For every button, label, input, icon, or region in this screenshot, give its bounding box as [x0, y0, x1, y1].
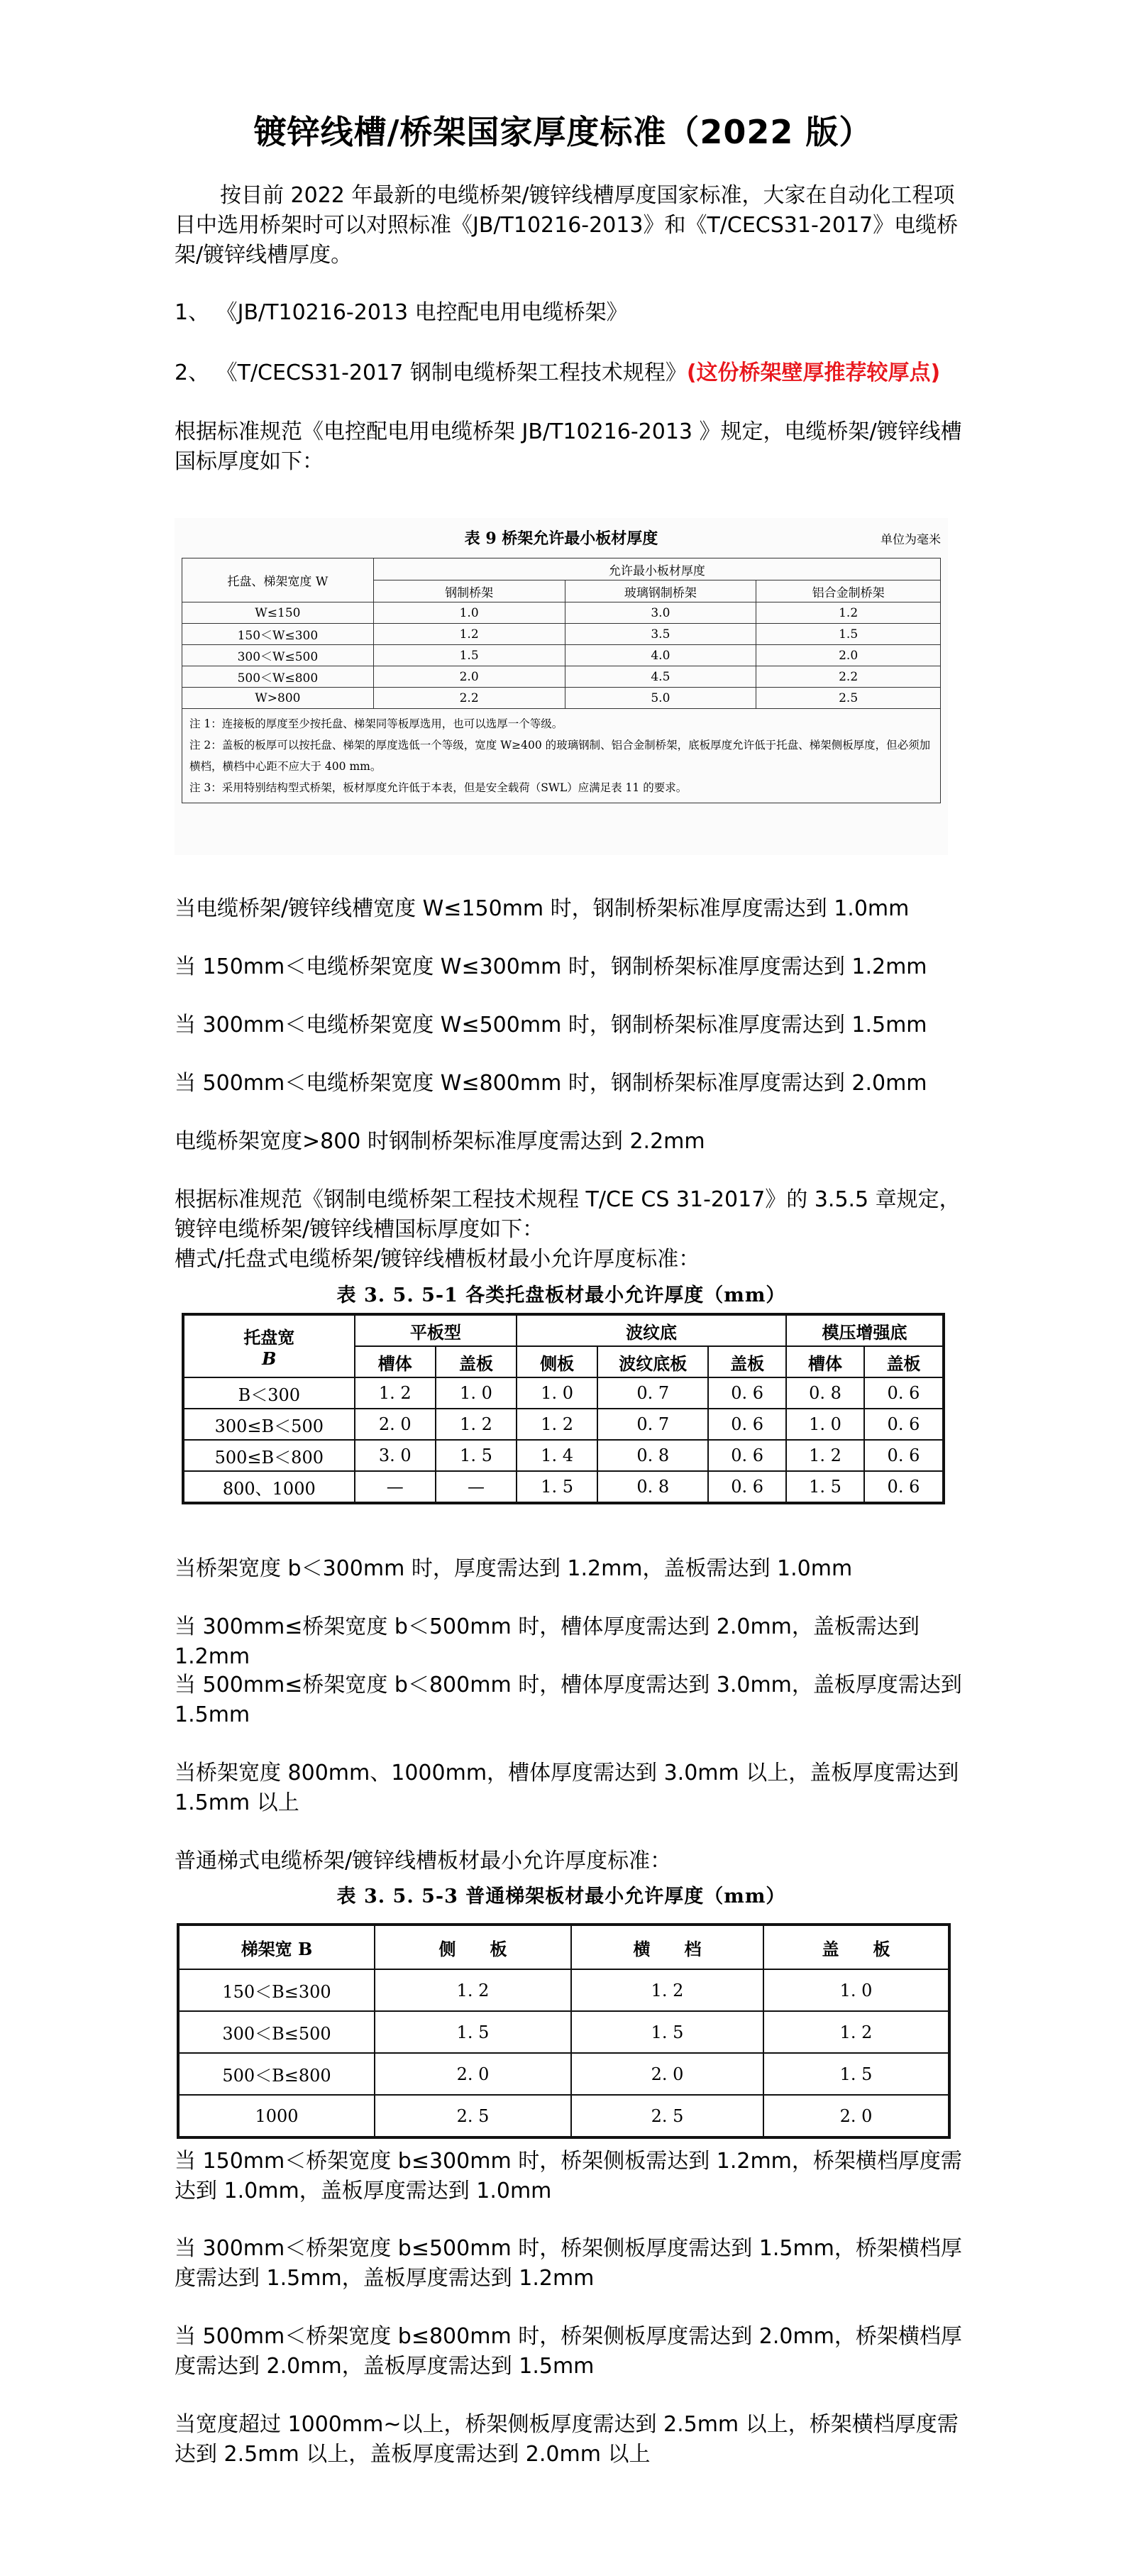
table-9-header-frp: 玻璃钢制桥架: [565, 580, 756, 602]
rule-line: 当 500mm＜桥架宽度 b≤800mm 时，桥架侧板厚度需达到 2.0mm，桥架横档厚度需达到 2.0mm，盖板厚度需达到 1.5mm: [175, 2324, 962, 2379]
table-row: [183, 1440, 944, 1471]
table-cell: 1. 0: [763, 1969, 949, 2011]
table-9: [182, 558, 941, 803]
table-cell: 2.2: [373, 688, 565, 709]
table-3-header-cover: 盖 板: [763, 1925, 949, 1969]
table-cell: 1.5: [756, 624, 941, 645]
table-cell: 1. 0: [517, 1377, 597, 1409]
table-cell: 2. 0: [763, 2095, 949, 2137]
table-row: [178, 2011, 949, 2053]
table-row: [183, 1471, 944, 1503]
rule-line: 当 300mm＜桥架宽度 b≤500mm 时，桥架侧板厚度需达到 1.5mm，桥架横档厚度需达到 1.5mm，盖板厚度需达到 1.2mm: [175, 2236, 962, 2291]
table-cell: 0. 6: [864, 1440, 944, 1471]
table-cell: 1. 5: [763, 2053, 949, 2095]
standard-item-2-note: (这份桥架壁厚推荐较厚点): [686, 360, 941, 385]
rule-line: 当桥架宽度 b＜300mm 时，厚度需达到 1.2mm，盖板需达到 1.0mm: [175, 1556, 853, 1581]
table-cell: B＜300: [183, 1377, 355, 1409]
table-3-caption: 表 3. 5. 5-3 普通梯架板材最小允许厚度（mm）: [336, 1886, 786, 1908]
table-row: [178, 2053, 949, 2095]
rule-line: 当 300mm≤桥架宽度 b＜500mm 时，槽体厚度需达到 2.0mm，盖板需达到 1.2mm: [175, 1614, 920, 1669]
rule-line: 当宽度超过 1000mm~以上，桥架侧板厚度需达到 2.5mm 以上，桥架横档厚度需达到 2.5mm 以上，盖板厚度需达到 2.0mm 以上: [175, 2412, 959, 2467]
table-row: [182, 602, 941, 624]
table-cell: 0. 8: [597, 1440, 708, 1471]
table-cell: 150＜W≤300: [182, 624, 374, 645]
standard-2-paragraph: 根据标准规范《钢制电缆桥架工程技术规程 T/CE CS 31-2017》的 3.5.5 章规定，镀锌电缆桥架/镀锌线槽国标厚度如下：: [175, 1187, 961, 1242]
table-1-sub-side: 侧板: [517, 1346, 597, 1377]
table-1-sub-cover-3: 盖板: [864, 1346, 944, 1377]
table-cell: 0. 6: [864, 1409, 944, 1440]
table-9-header-width: 托盘、梯架宽度 W: [182, 558, 374, 602]
table-1-group-wave: 波纹底: [517, 1314, 786, 1346]
table-row: [178, 2095, 949, 2137]
table-cell: —: [355, 1471, 436, 1503]
tray-paragraph: 槽式/托盘式电缆桥架/镀锌线槽板材最小允许厚度标准：: [175, 1247, 700, 1272]
table-3-5-5-3: [177, 1923, 951, 2139]
table-cell: 1.2: [373, 624, 565, 645]
table-cell: 1. 2: [517, 1409, 597, 1440]
table-row: [182, 688, 941, 709]
table-9-figure: [175, 518, 948, 855]
table-1-header-width: [183, 1314, 355, 1377]
table-cell: W≤150: [182, 602, 374, 624]
table-1-sub-body: 槽体: [355, 1346, 436, 1377]
table-cell: —: [436, 1471, 517, 1503]
standard-1-paragraph: 根据标准规范《电控配电用电缆桥架 JB/T10216-2013 》规定，电缆桥架/镀锌线槽国标厚度如下：: [175, 419, 962, 474]
table-cell: 1.5: [373, 645, 565, 666]
table-3-5-5-1: [182, 1313, 945, 1504]
table-9-header-group: 允许最小板材厚度: [373, 558, 940, 580]
table-cell: 1.0: [373, 602, 565, 624]
table-cell: 5.0: [565, 688, 756, 709]
table-1-group-press: 模压增强底: [786, 1314, 944, 1346]
standard-item-1: 1、 《JB/T10216-2013 电控配电用电缆桥架》: [175, 300, 628, 325]
document-title: 镀锌线槽/桥架国家厚度标准（2022 版）: [253, 113, 873, 151]
table-cell: 2.5: [756, 688, 941, 709]
table-cell: 1. 5: [517, 1471, 597, 1503]
table-9-notes: [182, 709, 941, 803]
table-1-header-width-b: B: [262, 1348, 277, 1369]
table-3-header-rung: 横 档: [571, 1925, 763, 1969]
table-cell: 0. 7: [597, 1377, 708, 1409]
table-cell: 300＜B≤500: [178, 2011, 375, 2053]
table-cell: 300≤B＜500: [183, 1409, 355, 1440]
table-cell: 500＜W≤800: [182, 666, 374, 688]
table-cell: 0. 6: [864, 1471, 944, 1503]
table-cell: 3.0: [565, 602, 756, 624]
table-cell: 1. 2: [375, 1969, 571, 2011]
table-cell: 2. 0: [571, 2053, 763, 2095]
table-cell: 1. 2: [763, 2011, 949, 2053]
table-9-note-2: 注 2：盖板的板厚可以按托盘、梯架的厚度选低一个等级，宽度 W≥400 的玻璃钢制、铝合金制桥架，底板厚度允许低于托盘、梯架侧板厚度，但必须加横档，横档中心距不应大于 400 mm。: [189, 739, 931, 773]
table-row: [178, 1969, 949, 2011]
table-9-unit: 单位为毫米: [881, 533, 941, 547]
table-cell: 0. 8: [786, 1377, 864, 1409]
table-cell: 1. 2: [436, 1409, 517, 1440]
table-cell: 2. 0: [355, 1409, 436, 1440]
table-cell: 500＜B≤800: [178, 2053, 375, 2095]
table-9-header-alu: 铝合金制桥架: [756, 580, 941, 602]
table-cell: 0. 8: [597, 1471, 708, 1503]
rule-line: 当 500mm≤桥架宽度 b＜800mm 时，槽体厚度需达到 3.0mm，盖板厚度需达到 1.5mm: [175, 1673, 962, 1727]
table-cell: 150＜B≤300: [178, 1969, 375, 2011]
table-cell: 1. 5: [571, 2011, 763, 2053]
table-cell: 1. 5: [786, 1471, 864, 1503]
table-cell: 0. 6: [708, 1471, 786, 1503]
table-cell: 0. 6: [708, 1409, 786, 1440]
table-row: [183, 1409, 944, 1440]
table-cell: 1. 2: [786, 1440, 864, 1471]
table-3-header-width: 梯架宽 B: [178, 1925, 375, 1969]
table-cell: W>800: [182, 688, 374, 709]
table-row: [182, 624, 941, 645]
rule-line: 当 300mm＜电缆桥架宽度 W≤500mm 时，钢制桥架标准厚度需达到 1.5mm: [175, 1013, 927, 1037]
rule-line: 当电缆桥架/镀锌线槽宽度 W≤150mm 时，钢制桥架标准厚度需达到 1.0mm: [175, 896, 910, 921]
table-1-header-width-label: 托盘宽: [243, 1327, 295, 1348]
table-cell: 1. 5: [375, 2011, 571, 2053]
rule-line: 当 150mm＜桥架宽度 b≤300mm 时，桥架侧板需达到 1.2mm，桥架横档厚度需达到 1.0mm，盖板厚度需达到 1.0mm: [175, 2149, 962, 2203]
table-1-caption: 表 3. 5. 5-1 各类托盘板材最小允许厚度（mm）: [336, 1284, 786, 1306]
table-cell: 1. 5: [436, 1440, 517, 1471]
table-cell: 500≤B＜800: [183, 1440, 355, 1471]
table-1-sub-cover-2: 盖板: [708, 1346, 786, 1377]
table-3-header-side: 侧 板: [375, 1925, 571, 1969]
table-9-note-3: 注 3：采用特别结构型式桥架，板材厚度允许低于本表，但是安全载荷（SWL）应满足表 11 的要求。: [189, 781, 688, 794]
table-cell: 2.0: [756, 645, 941, 666]
table-cell: 800、1000: [183, 1471, 355, 1503]
table-cell: 0. 6: [708, 1377, 786, 1409]
table-cell: 2.2: [756, 666, 941, 688]
table-row: [183, 1377, 944, 1409]
rule-line: 当 150mm＜电缆桥架宽度 W≤300mm 时，钢制桥架标准厚度需达到 1.2mm: [175, 954, 927, 979]
table-cell: 4.0: [565, 645, 756, 666]
table-cell: 0. 7: [597, 1409, 708, 1440]
table-cell: 0. 6: [708, 1440, 786, 1471]
table-cell: 0. 6: [864, 1377, 944, 1409]
table-1-group-flat: 平板型: [355, 1314, 517, 1346]
table-cell: 2.0: [373, 666, 565, 688]
table-cell: 1000: [178, 2095, 375, 2137]
table-cell: 2. 5: [375, 2095, 571, 2137]
standard-item-2-text: 2、 《T/CECS31-2017 钢制电缆桥架工程技术规程》: [175, 360, 687, 385]
table-1-sub-cover: 盖板: [436, 1346, 517, 1377]
table-cell: 1. 4: [517, 1440, 597, 1471]
ladder-paragraph: 普通梯式电缆桥架/镀锌线槽板材最小允许厚度标准：: [175, 1849, 672, 1873]
table-row: [182, 666, 941, 688]
table-9-header-steel: 钢制桥架: [373, 580, 565, 602]
table-cell: 3. 0: [355, 1440, 436, 1471]
rule-line: 当桥架宽度 800mm、1000mm，槽体厚度需达到 3.0mm 以上，盖板厚度需达到 1.5mm 以上: [175, 1761, 959, 1815]
table-9-note-1: 注 1：连接板的厚度至少按托盘、梯架同等板厚选用，也可以选厚一个等级。: [189, 717, 563, 730]
table-cell: 3.5: [565, 624, 756, 645]
intro-paragraph: 按目前 2022 年最新的电缆桥架/镀锌线槽厚度国家标准，大家在自动化工程项目中选用桥架时可以对照标准《JB/T10216-2013》和《T/CECS31-2017》电缆桥架/镀锌线槽厚度。: [175, 183, 959, 268]
table-cell: 1.2: [756, 602, 941, 624]
table-cell: 1. 0: [436, 1377, 517, 1409]
table-1-sub-body-2: 槽体: [786, 1346, 864, 1377]
table-cell: 2. 5: [571, 2095, 763, 2137]
table-cell: 1. 2: [571, 1969, 763, 2011]
rule-line: 当 500mm＜电缆桥架宽度 W≤800mm 时，钢制桥架标准厚度需达到 2.0mm: [175, 1071, 927, 1096]
rule-line: 电缆桥架宽度>800 时钢制桥架标准厚度需达到 2.2mm: [175, 1129, 705, 1154]
table-row: [182, 645, 941, 666]
table-cell: 1. 2: [355, 1377, 436, 1409]
standard-item-2: [175, 358, 962, 388]
table-cell: 1. 0: [786, 1409, 864, 1440]
table-cell: 4.5: [565, 666, 756, 688]
table-cell: 2. 0: [375, 2053, 571, 2095]
table-1-sub-wave-bottom: 波纹底板: [597, 1346, 708, 1377]
table-cell: 300＜W≤500: [182, 645, 374, 666]
table-9-title: 表 9 桥架允许最小板材厚度: [464, 529, 658, 548]
